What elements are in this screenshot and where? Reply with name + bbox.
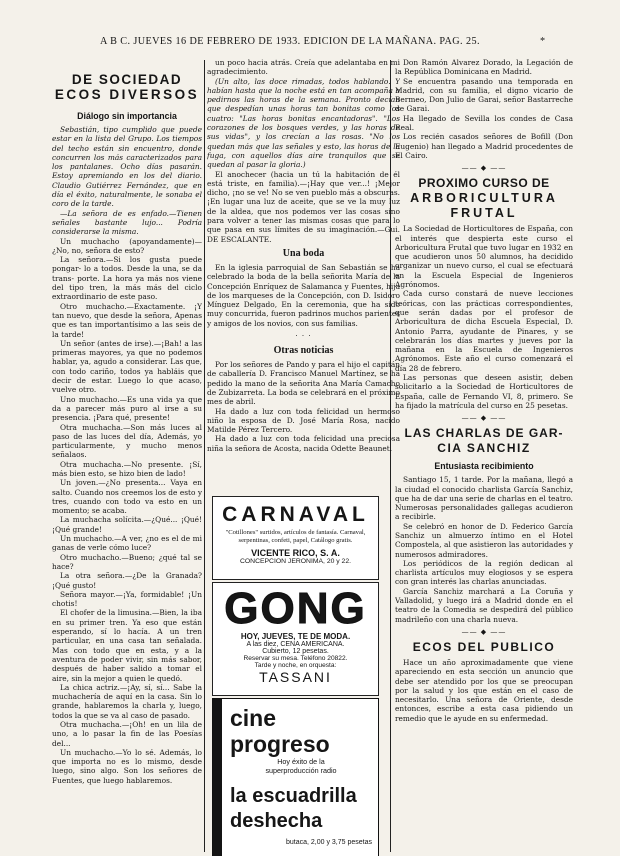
paragraph: Un muchacho.—A ver, ¿no es el de mi ganas de verle cómo luce? bbox=[52, 534, 202, 553]
paragraph: Ha llegado de Sevilla los condes de Casa Real. bbox=[395, 113, 573, 133]
paragraph: Un muchacho.—Yo lo sé. Además, lo que importa no es lo mismo, desde luego, sino algo. Son los señores de Fuentes, que luego hablaremos. bbox=[52, 747, 202, 785]
paragraph: Los recién casados señores de Bofill (Don Eugenio) han llegado a Madrid procedentes de El Cairo. bbox=[395, 132, 573, 160]
arbo-title-b: ARBORICULTURA bbox=[410, 191, 558, 206]
column-right bbox=[395, 58, 573, 853]
paragraph: La chica actriz.—¡Ay, sí, sí... Sabe la muchachería de aquí en la casa. Sin lo grande, hablaremos la charla y, luego, todos la que se va al caso de pasado. bbox=[52, 682, 202, 720]
paragraph: Otra muchacha.—No presente. ¡Sí, más bien esto, se hizo bien de lado! bbox=[52, 459, 202, 478]
charlas-subtitle: Entusiasta recibimiento bbox=[434, 461, 534, 472]
wedding-title: Una boda bbox=[282, 247, 325, 259]
paragraph: Los periódicos de la región dedican al charlista artículos muy elogiosos y se espera con gran interés las charlas anunciadas. bbox=[395, 558, 573, 587]
ad-carnaval bbox=[212, 496, 379, 580]
paragraph: Cada curso constará de nueve lecciones teóricas, con las prácticas correspondientes, que serán dadas por el profesor de Arboricultura de dicha Escuela Especial, D. Antonio Parra, ayudante de Pinares, y se celebrarán los días martes y jueves por la mañana en la Escuela de Ingenieros Agrónomos. Este año el curso comenzará el día 28 de febrero. bbox=[395, 289, 573, 373]
other-news-title: Otras noticias bbox=[273, 345, 334, 357]
ad-carnaval-company: VICENTE RICO, S. A. bbox=[251, 548, 340, 558]
divider-ornament: —— ◆ —— bbox=[461, 414, 507, 423]
arbo-title-c: FRUTAL bbox=[450, 206, 518, 221]
ad-cine-film-b: deshecha bbox=[230, 810, 323, 832]
paragraph: Un muchacho (apoyandamente)—¿No, no, señora de esto? bbox=[52, 236, 202, 255]
paragraph: El anochecer (hacia un tú la habitación de él está triste, en familia).—¡Hay que ver...! ¡Mejor dicho, ¡no se ve! No se ven pueblo más a obscuras. ¡En lugar una luz de aceite, que se ve la muy luz de la aldea, que nos podemos ver las cosas sino para volver a tener las mismas cosas que para lo que pasa en sus límites de su imaginación.—Gui. DE ESCALANTE. bbox=[207, 169, 400, 244]
divider-ornament: · · · bbox=[295, 332, 312, 341]
paragraph: Otra muchacha.—Son más luces al paso de las luces del día, Además, yo particularmente, y mucho menos señalaos. bbox=[52, 422, 202, 460]
paragraph: Otro muchacho.—Exactamente. ¡Y tan nuevo, que desde la señora, Apenas que es tan importantísimo a las seis de la tarde! bbox=[52, 301, 202, 339]
ad-cine-film-a: la escuadrilla bbox=[230, 785, 357, 807]
section-title-ecos: ECOS DIVERSOS bbox=[54, 87, 200, 102]
ad-cine-progreso bbox=[212, 698, 379, 856]
charlas-title-b: CIA SANCHIZ bbox=[437, 441, 531, 456]
ad-black-bar bbox=[213, 699, 222, 856]
paragraph: Uno muchacho.—Es una vida ya que da a parecer más puro al irse a su presencia. ¡Para qué, presente! bbox=[52, 394, 202, 423]
ad-gong-line3: Cubierto, 12 pesetas. bbox=[262, 648, 329, 655]
paragraph: —La señora de es enfado.—Tienen señales bastante lujo... Podría considerarse la misma. bbox=[52, 208, 202, 237]
ad-gong-line4: Reservar su mesa. Teléfono 20822. bbox=[243, 655, 348, 662]
paragraph: Se celebró en honor de D. Federico García Sanchiz un almuerzo íntimo en el Hotel Compostela, al que asistieron las autoridades y numerosos admiradores. bbox=[395, 521, 573, 559]
ad-gong-line5: Tarde y noche, en orquesta: bbox=[254, 662, 337, 669]
page-header bbox=[100, 36, 600, 52]
header-text: A B C. JUEVES 16 DE FEBRERO DE 1933. EDICION DE LA MAÑANA. PAG. 25. bbox=[100, 36, 480, 47]
divider-ornament: —— ◆ —— bbox=[461, 627, 507, 636]
ad-carnaval-text: "Cotillones" surtidos, artículos de fantasía. Carnaval, serpentinas, confeti, papel, Catálogo gratis. bbox=[225, 529, 366, 544]
ad-carnaval-address: CONCEPCION JERONIMA, 20 y 22. bbox=[239, 558, 352, 565]
paragraph: Santiago 15, 1 tarde. Por la mañana, llegó a la ciudad el conocido charlista García Sanchiz, que ha de dar una serie de charlas en el teatro. Numerosas personalidades gallegas acudieron a recibirle. bbox=[395, 475, 573, 522]
paragraph: Señora mayor.—¡Ya, formidable! ¡Un chotis! bbox=[52, 589, 202, 609]
divider-ornament: —— ◆ —— bbox=[461, 164, 507, 173]
paragraph: Un señor (antes de irse).—¡Bah! a las primeras mayores, ya que no podemos hablar, ya, agudo a considerar. Las que, con todo cariño, todos ya habláis que decir de estar. Luego lo que acaso, vuelve otro. bbox=[52, 338, 202, 395]
paragraph: Ha dado a luz con toda felicidad una preciosa niña la señora de Acosta, nacida Odette Beaunet. bbox=[207, 434, 400, 453]
ecos-publico-title: ECOS DEL PUBLICO bbox=[412, 639, 556, 654]
paragraph: Hace un año aproximadamente que viene apareciendo en esta sección un anuncio que debe ser atendido por los que se preocupan por la salud y los que están en el caso de necesitarlo. Una señora de Oriente, desde entonces, escribe a esta casa pidiendo un remedio que le ayude en su enfermedad. bbox=[395, 657, 573, 723]
paragraph: Se encuentra pasando una temporada en Madrid, con su familia, el digno vicario de Bermeo, Don Julio de Garai, señor Bastarreche de Garai. bbox=[395, 76, 573, 114]
ad-gong-line1: HOY, JUEVES, TE DE MODA. bbox=[240, 632, 351, 641]
ad-cine-line1: Hoy éxito de la bbox=[277, 757, 325, 766]
ad-gong-title: GONG bbox=[224, 584, 367, 633]
paragraph: Sebastián, tipo cumplido que puede estar en la lista del Grupo. Los tiempos del techo están sin encuentro, donde concurren los más caracterizados para los pantalanes. Ocho días pasarán. Estoy apremiando en los del diario. Claudio Gutiérrez Fernández, que en día el éxito, naturalmente, le sonaba el coro de la tarde. bbox=[52, 125, 202, 209]
paragraph: La Sociedad de Horticultores de España, con el interés que despierta este curso el Arboricultura Frutal que tuvo lugar en 1932 en que acudieron unos 50 alumnos, ha decidido organizar un nuevo curso, el cual se efectuará en la Escuela Especial de Ingenieros Agrónomos. bbox=[395, 224, 573, 290]
paragraph: Un joven.—¿No presenta... Vaya en salto. Cuando nos creemos los de esto y tres, cuando con todo va esto en un momento; se acaba. bbox=[52, 478, 202, 516]
paragraph: García Sanchiz marchará a La Coruña y Valladolid, y luego irá a Madrid donde en el teatro de la Comedia se despedirá del público madrileño con una charla nueva. bbox=[395, 586, 573, 624]
paragraph: Por los señores de Pando y para el hijo el capitán de caballería D. Francisco Manuel Martínez, se ha pedido la mano de la señorita Ana María Camacho de Zubizarreta. La boda se celebrará en el próximo mes de abril. bbox=[207, 360, 400, 407]
paragraph: un poco hacia atrás. Creía que adelantaba en mi agradecimiento. bbox=[207, 58, 400, 77]
paragraph: El chofer de la limusina.—Bien, la iba en su primer tren. Ya eso que están esperando, sí lo hacía. A un tren particular, en una casa tan señalada. Mas con todo que en esta, y a la aventura de poder vivir, sin más sabor, después de haber salido a tomar el aire, sin la mejor a quien le quedó. bbox=[52, 608, 202, 683]
column-middle bbox=[207, 58, 400, 498]
arbo-title-a: PROXIMO CURSO DE bbox=[418, 176, 550, 191]
charlas-title-a: LAS CHARLAS DE GAR- bbox=[404, 426, 564, 441]
paragraph: En la iglesia parroquial de San Sebastián se ha celebrado la boda de la bella señorita María de la Concepción Enríquez de Salamanca y Fuentes, hija de los marqueses de la Concepción, con D. Isidoro Mínguez Delgado, En la ceremonia, que ha sido muy concurrida, fueron padrinos muchos parientes y amigos de los novios, con sus familias. bbox=[207, 262, 400, 328]
ad-carnaval-title: CARNAVAL bbox=[222, 503, 369, 526]
header-mark: * bbox=[540, 36, 546, 47]
column-rule-left bbox=[204, 60, 205, 852]
paragraph: Don Ramón Alvarez Dorado, la Legación de la República Dominicana en Madrid. bbox=[395, 58, 573, 77]
ad-gong-band: TASSANI bbox=[259, 669, 332, 685]
ad-gong-line2: A las diez, CENA AMERICANA. bbox=[246, 641, 345, 648]
ad-cine-price: butaca, 2,00 y 3,75 pesetas bbox=[285, 839, 372, 846]
paragraph: La muchacha solícita.—¿Qué... ¡Qué! ¡Qué grande! bbox=[52, 515, 202, 534]
paragraph: Otro muchacho.—Bueno; ¿qué tal se hace? bbox=[52, 552, 202, 571]
section-title-society: DE SOCIEDAD bbox=[71, 72, 183, 87]
paragraph: La señora.—Si los gusta puede pongar- lo a todos. Desde la una, se da trans- porte. La hora ya más nos viene del tipo tren, la más más del ciclo extraordinario de este paso. bbox=[52, 255, 202, 302]
ad-cine-title: cine progreso bbox=[230, 705, 330, 757]
dialogue-subtitle: Diálogo sin importancia bbox=[77, 111, 177, 121]
paragraph: Ha dado a luz con toda felicidad un hermoso niño la esposa de D. José María Rosa, nacido Matilde Pérez Tercero. bbox=[207, 406, 400, 435]
ad-gong bbox=[212, 582, 379, 696]
column-society bbox=[52, 58, 202, 853]
paragraph: La otra señora.—¿De la Granada? ¡Qué gusto! bbox=[52, 571, 202, 590]
ad-cine-line2: superproducción radio bbox=[265, 766, 337, 775]
paragraph: (Un alto, las doce rimadas, todos hablando. Y habían hasta que la noche está en tan acompaña a pedirnos las horas de la semana. Pronto decían que despedían unas horas tan bonitas como los cuatro: "Las horas bonitas encantadoras". "Los corazones de los bosques verdes, y las horas de sus vidas", y los crecían a las rosas. "No los quedan más que las señales y esto, las horas de la fuga, con aquellos días aire tranquilos que se quedan al pasar la gloria.) bbox=[207, 76, 400, 170]
paragraph: Otra muchacha.—¡Oh! en un lila de uno, a lo pasar la fin de las Poesías del... bbox=[52, 720, 202, 748]
paragraph: Las personas que deseen asistir, deben solicitarlo a la Sociedad de Horticultores de España, calle de Fernando VI, 8, primero. Se ha fijado la matrícula del curso en 25 pesetas. bbox=[395, 373, 573, 410]
